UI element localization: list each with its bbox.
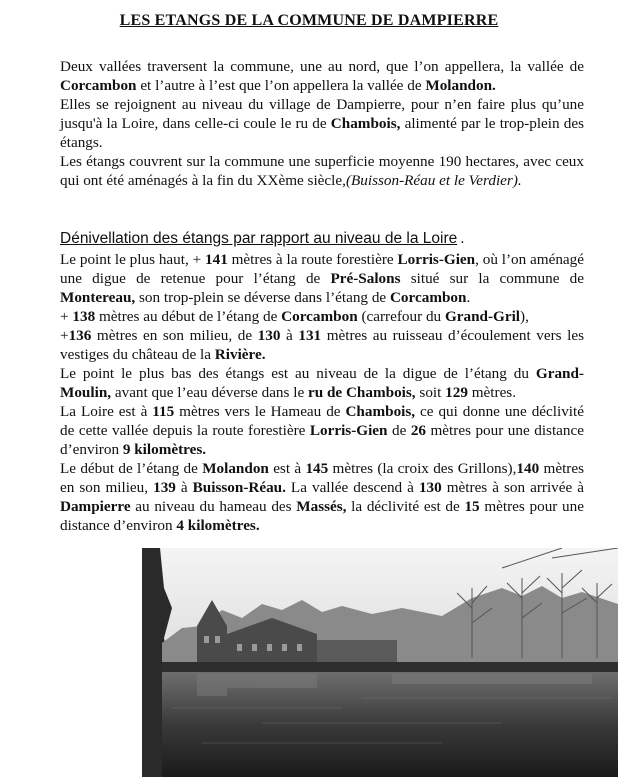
page-title: LES ETANGS DE LA COMMUNE DE DAMPIERRE xyxy=(119,12,499,29)
intro-paragraph-1: Deux vallées traversent la commune, une au nord, que l’on appellera, la vallée de Corcambon et l’autre à l’est que l’on appellera la vallée de Molandon. xyxy=(60,58,584,94)
section-paragraph-2: + 138 mètres au début de l’étang de Corcambon (carrefour du Grand-Gril), xyxy=(60,308,529,325)
intro-text xyxy=(60,57,584,190)
section-paragraph-5: La Loire est à 115 mètres vers le Hameau de Chambois, ce qui donne une déclivité de cette vallée depuis la route forestière Lorris-Gien de 26 mètres pour une distance d’environ 9 kilomètres. xyxy=(60,403,584,458)
section-paragraph-1: Le point le plus haut, + 141 mètres à la route forestière Lorris-Gien, où l’on aménagé une digue de retenue pour l’étang de Pré-Salons situé sur la commune de Montereau, son trop-plein se déverse dans l’étang de Corcambon. xyxy=(60,251,585,306)
section-heading: Dénivellation des étangs par rapport au niveau de la Loire . xyxy=(60,230,465,247)
section-paragraph-4: Le point le plus bas des étangs est au niveau de la digue de l’étang du Grand-Moulin, avant que l’eau déverse dans le ru de Chambois, soit 129 mètres. xyxy=(60,365,584,401)
section-paragraph-6: Le début de l’étang de Molandon est à 145 mètres (la croix des Grillons),140 mètres en son milieu, 139 à Buisson-Réau. La vallée descend à 130 mètres à son arrivée à Dampierre au niveau du hameau des Massés, la déclivité est de 15 mètres pour une distance d’environ 4 kilomètres. xyxy=(60,460,585,534)
chateau-pond-photo xyxy=(142,548,618,777)
section-text xyxy=(60,250,584,535)
intro-paragraph-2: Elles se rejoignent au niveau du village de Dampierre, pour n’en faire plus qu’une jusqu'à la Loire, dans celle-ci coule le ru de Chambois, alimenté par le trop-plein des étangs. xyxy=(60,96,584,151)
section-paragraph-3: +136 mètres en son milieu, de 130 à 131 mètres au ruisseau d’écoulement vers les vestiges du château de la Rivière. xyxy=(60,327,584,363)
intro-paragraph-3: Les étangs couvrent sur la commune une superficie moyenne 190 hectares, avec ceux qui ont été aménagés à la fin du XXème siècle,(Buisson-Réau et le Verdier). xyxy=(60,153,584,189)
